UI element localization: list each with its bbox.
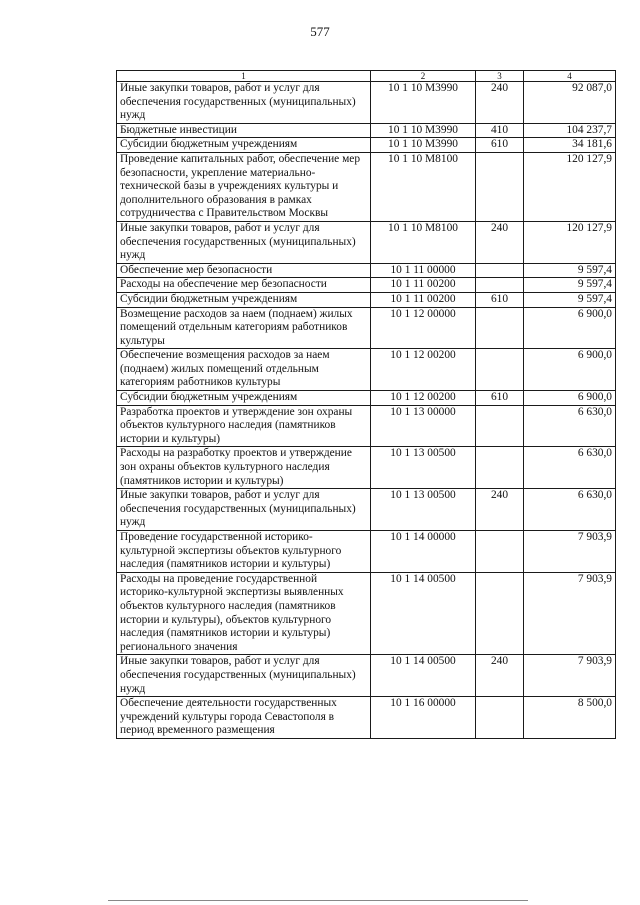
row-code: 10 1 11 00000 (371, 263, 476, 278)
row-amount: 9 597,4 (524, 278, 616, 293)
row-kind (476, 572, 524, 655)
table-row (117, 489, 616, 531)
table-row (117, 292, 616, 307)
table-row (117, 152, 616, 221)
row-code: 10 1 12 00000 (371, 307, 476, 349)
row-amount: 34 181,6 (524, 138, 616, 153)
row-kind (476, 697, 524, 739)
row-code: 10 1 10 М3990 (371, 123, 476, 138)
row-code: 10 1 10 М8100 (371, 221, 476, 263)
row-code: 10 1 11 00200 (371, 292, 476, 307)
row-amount: 92 087,0 (524, 82, 616, 124)
row-code: 10 1 12 00200 (371, 391, 476, 406)
table-header-row (117, 71, 616, 82)
table-row (117, 221, 616, 263)
row-kind: 240 (476, 82, 524, 124)
row-name: Обеспечение мер безопасности (117, 263, 371, 278)
table-row (117, 655, 616, 697)
row-amount: 6 900,0 (524, 307, 616, 349)
row-name: Расходы на разработку проектов и утверждение зон охраны объектов культурного наследия (памятников истории и культуры) (117, 447, 371, 489)
row-amount: 6 630,0 (524, 447, 616, 489)
row-kind (476, 152, 524, 221)
row-code: 10 1 14 00000 (371, 531, 476, 573)
column-header-name: 1 (117, 71, 371, 82)
table-row (117, 697, 616, 739)
table-row (117, 349, 616, 391)
table-row (117, 82, 616, 124)
row-name: Субсидии бюджетным учреждениям (117, 138, 371, 153)
row-name: Иные закупки товаров, работ и услуг для обеспечения государственных (муниципальных) нужд (117, 489, 371, 531)
row-code: 10 1 14 00500 (371, 655, 476, 697)
row-amount: 7 903,9 (524, 655, 616, 697)
row-name: Обеспечение возмещения расходов за наем (поднаем) жилых помещений отдельным категориям работников культуры (117, 349, 371, 391)
row-kind: 240 (476, 489, 524, 531)
row-amount: 104 237,7 (524, 123, 616, 138)
row-amount: 7 903,9 (524, 572, 616, 655)
row-kind: 240 (476, 221, 524, 263)
table-row (117, 447, 616, 489)
row-amount: 9 597,4 (524, 292, 616, 307)
row-code: 10 1 13 00000 (371, 405, 476, 447)
row-amount: 120 127,9 (524, 152, 616, 221)
row-kind (476, 278, 524, 293)
column-header-kind: 3 (476, 71, 524, 82)
row-code: 10 1 13 00500 (371, 489, 476, 531)
column-header-amount: 4 (524, 71, 616, 82)
row-amount: 8 500,0 (524, 697, 616, 739)
row-kind (476, 405, 524, 447)
budget-table (116, 70, 616, 739)
column-header-code: 2 (371, 71, 476, 82)
row-name: Иные закупки товаров, работ и услуг для обеспечения государственных (муниципальных) нужд (117, 655, 371, 697)
row-name: Субсидии бюджетным учреждениям (117, 292, 371, 307)
row-name: Субсидии бюджетным учреждениям (117, 391, 371, 406)
row-kind (476, 349, 524, 391)
row-amount: 7 903,9 (524, 531, 616, 573)
table-row (117, 405, 616, 447)
row-code: 10 1 12 00200 (371, 349, 476, 391)
table-row (117, 123, 616, 138)
page-number: 577 (310, 24, 330, 39)
row-amount: 6 630,0 (524, 405, 616, 447)
page-bottom-edge (108, 900, 528, 901)
row-amount: 6 900,0 (524, 349, 616, 391)
row-name: Проведение капитальных работ, обеспечение мер безопасности, укрепление материально-технической базы в учреждениях культуры и дополнительного образования в рамках сотрудничества с Правительством Москвы (117, 152, 371, 221)
row-name: Бюджетные инвестиции (117, 123, 371, 138)
row-code: 10 1 13 00500 (371, 447, 476, 489)
row-code: 10 1 10 М3990 (371, 82, 476, 124)
row-kind: 240 (476, 655, 524, 697)
table-row (117, 278, 616, 293)
row-amount: 120 127,9 (524, 221, 616, 263)
table-row (117, 138, 616, 153)
row-name: Расходы на обеспечение мер безопасности (117, 278, 371, 293)
row-code: 10 1 16 00000 (371, 697, 476, 739)
row-code: 10 1 10 М3990 (371, 138, 476, 153)
table-row (117, 572, 616, 655)
row-kind (476, 263, 524, 278)
row-amount: 6 630,0 (524, 489, 616, 531)
row-code: 10 1 10 М8100 (371, 152, 476, 221)
row-kind: 410 (476, 123, 524, 138)
row-code: 10 1 11 00200 (371, 278, 476, 293)
row-amount: 9 597,4 (524, 263, 616, 278)
row-name: Возмещение расходов за наем (поднаем) жилых помещений отдельным категориям работников культуры (117, 307, 371, 349)
row-kind (476, 447, 524, 489)
row-amount: 6 900,0 (524, 391, 616, 406)
row-name: Проведение государственной историко-культурной экспертизы объектов культурного наследия (памятников истории и культуры) (117, 531, 371, 573)
row-name: Иные закупки товаров, работ и услуг для обеспечения государственных (муниципальных) нужд (117, 221, 371, 263)
row-code: 10 1 14 00500 (371, 572, 476, 655)
table-row (117, 531, 616, 573)
table-row (117, 307, 616, 349)
table-row (117, 263, 616, 278)
row-kind (476, 531, 524, 573)
row-name: Расходы на проведение государственной историко-культурной экспертизы выявленных объектов культурного наследия (памятников истории и культуры), объектов культурного наследия (памятников истории и культуры) регионального значения (117, 572, 371, 655)
row-name: Разработка проектов и утверждение зон охраны объектов культурного наследия (памятников истории и культуры) (117, 405, 371, 447)
row-kind: 610 (476, 391, 524, 406)
table-row (117, 391, 616, 406)
row-name: Иные закупки товаров, работ и услуг для обеспечения государственных (муниципальных) нужд (117, 82, 371, 124)
row-kind (476, 307, 524, 349)
table-body (117, 82, 616, 739)
row-kind: 610 (476, 292, 524, 307)
row-name: Обеспечение деятельности государственных учреждений культуры города Севастополя в период временного размещения (117, 697, 371, 739)
row-kind: 610 (476, 138, 524, 153)
